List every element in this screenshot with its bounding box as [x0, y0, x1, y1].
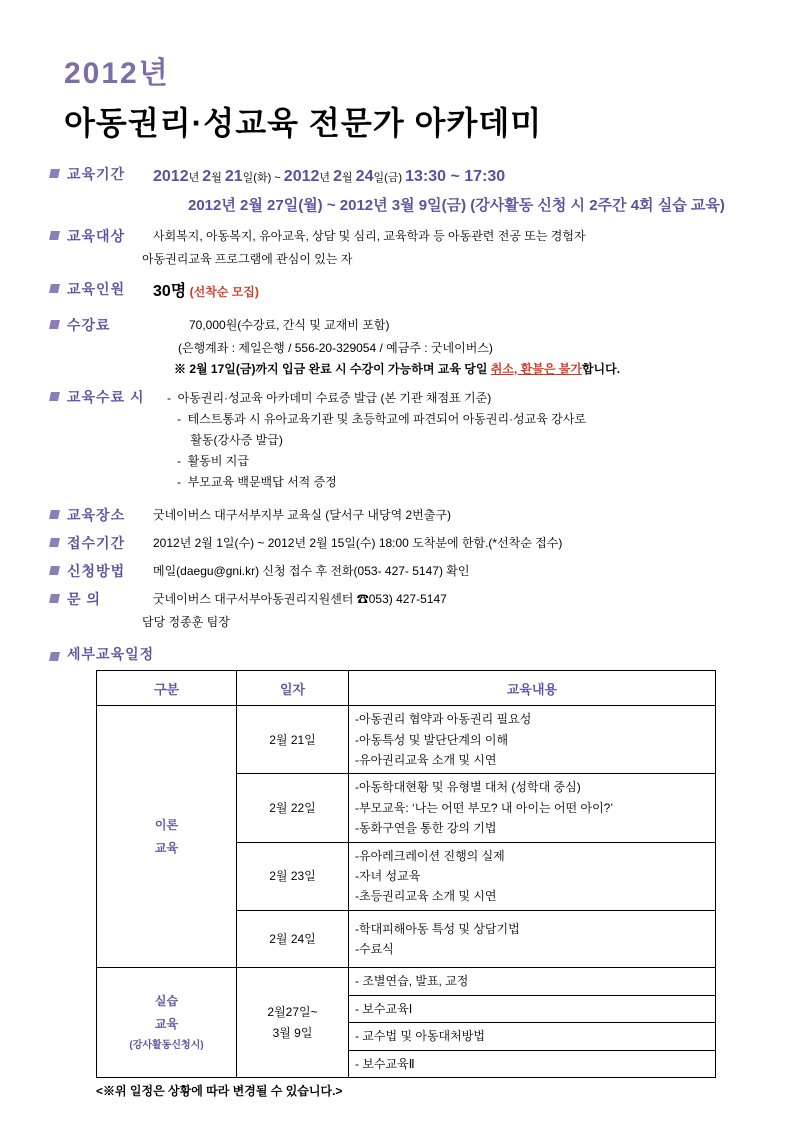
table-cell-date: 2월 22일: [237, 774, 349, 842]
section-capacity: [48, 277, 746, 305]
section-value-period: [153, 162, 505, 190]
period-year1: 2012: [153, 168, 189, 185]
section-value-inquiry-line2: 담당 정종훈 팀장: [142, 614, 230, 629]
schedule-heading-label: 세부교육일정: [67, 646, 155, 663]
section-value-capacity: [153, 277, 259, 305]
completion-item: - 활동비 지급: [167, 453, 249, 468]
desc-line: -아동특성 및 발단단계의 이해: [355, 732, 509, 747]
date-line: 2월27일~: [267, 1005, 318, 1020]
category-theory-line2: 교육: [154, 840, 179, 855]
period-month1: 2: [202, 168, 212, 185]
table-cell-desc: - 교수법 및 아동대처방법: [349, 1023, 716, 1050]
table-cell-desc: [349, 842, 716, 910]
period-day2-unit: 일(금): [373, 172, 406, 184]
section-label-application-period: 접수기간: [67, 534, 126, 551]
category-theory-line1: 이론: [154, 818, 179, 832]
desc-line: -자녀 성교육: [355, 868, 421, 883]
section-target: [48, 224, 746, 246]
section-value-target-line1: 사회복지, 아동복지, 유아교육, 상담 및 심리, 교육학과 등 아동관련 전공 또는 경험자: [153, 228, 586, 243]
table-cell-date: 2월 23일: [237, 842, 349, 910]
section-value-fee-line2: (은행계좌 : 제일은행 / 556-20-329054 / 예금주 : 굿네이버스): [178, 340, 493, 355]
period-line2: 2012년 2월 27일(월) ~ 2012년 3월 9일(금) (강사활동 신청 시 2주간 4회 실습 교육): [188, 196, 725, 214]
desc-line: -아동권리 협약과 아동권리 필요성: [355, 712, 532, 727]
completion-item: - 부모교육 백문백답 서적 증정: [167, 474, 337, 489]
table-cell-desc: [349, 774, 716, 842]
period-year1-unit: 년: [188, 172, 203, 184]
section-label-how-to-apply: 신청방법: [67, 562, 126, 579]
page-title: 아동권리·성교육 전문가 아카데미: [64, 105, 543, 141]
section-value-completion: [167, 385, 586, 493]
completion-item: 활동(강사증 발급): [167, 432, 283, 447]
section-label-capacity: 교육인원: [67, 280, 126, 297]
table-header-desc: 교육내용: [349, 671, 716, 706]
section-value-application-period: 2012년 2월 1일(수) ~ 2012년 2월 15일(수) 18:00 도착분에 한함.(*선착순 접수): [153, 535, 563, 550]
desc-line: -유아권리교육 소개 및 시연: [355, 752, 497, 767]
footnote: <※위 일정은 상황에 따라 변경될 수 있습니다.>: [96, 1084, 343, 1099]
bullet-icon: [49, 284, 60, 293]
section-inquiry: [48, 587, 746, 609]
table-cell-desc: [349, 910, 716, 968]
section-value-how-to-apply: 메일(daegu@gni.kr) 신청 접수 후 전화(053- 427- 5147) 확인: [153, 563, 470, 578]
section-place: [48, 503, 746, 525]
period-year2: 2012: [283, 168, 320, 185]
section-value-place: 굿네이버스 대구서부지부 교육실 (달서구 내당역 2번출구): [153, 507, 451, 522]
desc-line: -유아레크레이션 진행의 실제: [355, 848, 505, 863]
schedule-table: [96, 670, 716, 1078]
desc-line: -학대피해아동 특성 및 상담기법: [355, 921, 520, 936]
desc-line: -아동학대현황 및 유형별 대처 (성학대 중심): [355, 780, 581, 795]
section-label-target: 교육대상: [67, 227, 126, 244]
period-day1-unit: 일(화) ~: [242, 172, 284, 184]
table-cell-desc: - 보수교육Ⅰ: [349, 995, 716, 1022]
capacity-note: (선착순 모집): [189, 284, 259, 299]
bullet-icon: [49, 320, 60, 329]
desc-line: -수료식: [355, 942, 394, 957]
category-practice-line1: 실습: [154, 994, 179, 1009]
category-practice-sub: (강사활동신청시): [129, 1040, 204, 1052]
completion-item: - 테스트통과 시 유아교육기관 및 초등학교에 파견되어 아동권리·성교육 강사로: [167, 411, 586, 426]
table-cell-category: [97, 706, 237, 968]
table-cell-desc: [349, 706, 716, 774]
period-month2-unit: 월: [341, 172, 356, 184]
bullet-icon: [49, 392, 60, 401]
section-label-period: 교육기간: [67, 166, 126, 182]
bullet-icon: [49, 510, 60, 519]
section-value-inquiry-line1: 굿네이버스 대구서부아동권리지원센터 ☎053) 427-5147: [153, 591, 447, 606]
section-completion: [48, 385, 746, 493]
date-line: 3월 9일: [272, 1025, 313, 1040]
fee-note-highlight: 취소, 환불은 불가: [490, 361, 582, 376]
table-row: [97, 968, 716, 995]
fee-note: [174, 360, 746, 377]
desc-line: -동화구연을 통한 강의 기법: [355, 821, 497, 836]
section-label-place: 교육장소: [67, 506, 126, 523]
section-fee: [48, 313, 746, 335]
period-day2: 24: [355, 168, 374, 185]
fee-note-post: 합니다.: [581, 361, 621, 376]
section-label-inquiry: 문 의: [67, 590, 101, 607]
capacity-count: 30명: [153, 282, 187, 300]
table-cell-desc: - 보수교육Ⅱ: [349, 1050, 716, 1077]
section-period: [48, 162, 746, 190]
section-schedule-heading: [48, 642, 746, 664]
desc-line: -초등권리교육 소개 및 시연: [355, 889, 497, 904]
section-label-completion: 교육수료 시: [67, 388, 145, 405]
bullet-icon: [49, 231, 60, 240]
period-time: 13:30 ~ 17:30: [405, 168, 506, 185]
table-header-row: [97, 671, 716, 706]
section-value-target-line2: 아동권리교육 프로그램에 관심이 있는 자: [142, 251, 353, 266]
fee-note-pre: ※ 2월 17일(금)까지 입금 완료 시 수강이 가능하며 교육 당일: [174, 361, 491, 376]
period-month1-unit: 월: [211, 172, 225, 184]
category-practice-line2: 교육: [154, 1017, 179, 1032]
bullet-icon: [49, 652, 60, 661]
bullet-icon: [49, 566, 60, 575]
desc-line: -부모교육: ‘나는 어떤 부모? 내 아이는 어떤 아이?’: [355, 800, 614, 815]
table-cell-category: [97, 968, 237, 1078]
bullet-icon: [49, 169, 60, 178]
table-row: [97, 706, 716, 774]
table-header-date: 일자: [237, 671, 349, 706]
table-cell-desc: - 조별연습, 발표, 교정: [349, 968, 716, 995]
table-header-cat: 구분: [97, 671, 237, 706]
table-cell-date: 2월 24일: [237, 910, 349, 968]
completion-item: - 아동권리·성교육 아카데미 수료증 발급 (본 기관 채점표 기준): [167, 390, 492, 405]
period-day1: 21: [224, 168, 243, 185]
bullet-icon: [49, 594, 60, 603]
period-month2: 2: [333, 168, 342, 185]
period-year2-unit: 년: [319, 172, 334, 184]
table-cell-date: 2월 21일: [237, 706, 349, 774]
section-value-fee-line1: 70,000원(수강료, 간식 및 교재비 포함): [189, 317, 390, 332]
page-title-year: 2012년: [64, 57, 170, 90]
table-cell-date: [237, 968, 349, 1078]
section-how-to-apply: [48, 559, 746, 581]
section-application-period: [48, 531, 746, 553]
bullet-icon: [49, 538, 60, 547]
section-label-fee: 수강료: [67, 316, 111, 333]
